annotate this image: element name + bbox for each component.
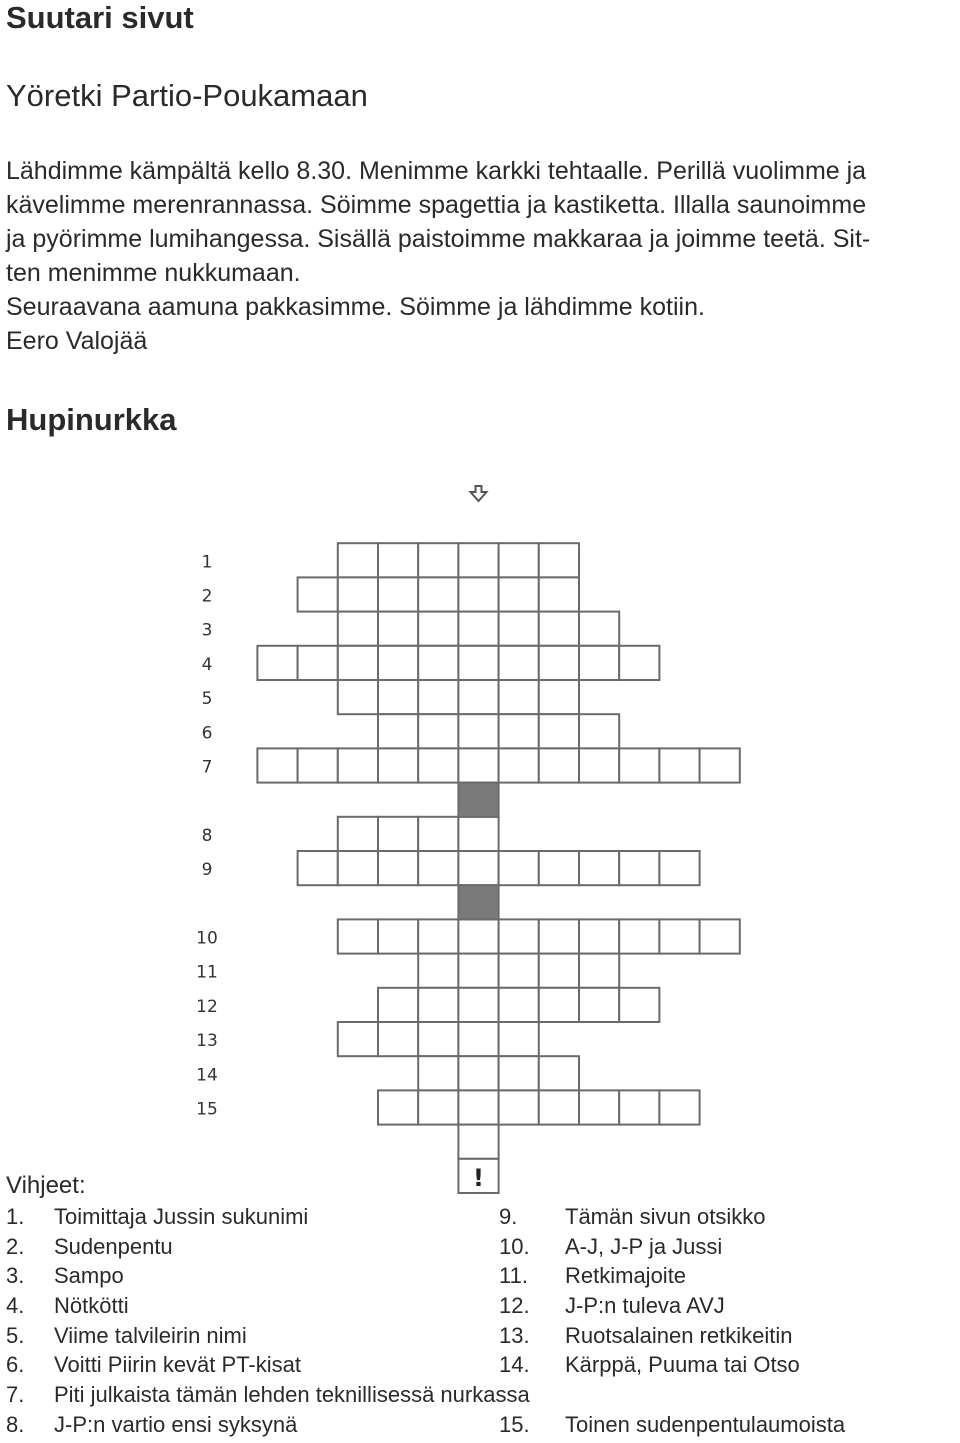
crossword-cell: [458, 1056, 498, 1090]
crossword-cell: [458, 1022, 498, 1056]
clue-number: 6.: [6, 1352, 25, 1377]
clue-text: Toimittaja Jussin sukunimi: [54, 1204, 309, 1229]
crossword-cell: [499, 851, 539, 885]
crossword-cell: [659, 919, 699, 953]
crossword-row-number: 13: [196, 1031, 218, 1052]
clue-number: 7.: [6, 1382, 25, 1407]
crossword-cell: [418, 919, 458, 953]
crossword-cell: [458, 748, 498, 782]
crossword-row-number: 6: [201, 723, 213, 744]
crossword-cell: [418, 1090, 458, 1124]
crossword-cell: [539, 1056, 579, 1090]
crossword-cell: [458, 851, 498, 885]
crossword-cell: [499, 646, 539, 680]
crossword-cell: [579, 612, 619, 646]
crossword-row-number: 8: [201, 825, 213, 846]
crossword-cell: [499, 714, 539, 748]
crossword-cell: [579, 919, 619, 953]
crossword-cell: [298, 748, 338, 782]
crossword-row-number: 1: [201, 552, 213, 573]
crossword-row-number: 12: [196, 996, 218, 1017]
crossword-cell: [539, 680, 579, 714]
crossword-cell: [338, 612, 378, 646]
crossword-cell: [619, 646, 659, 680]
clue-text: Voitti Piirin kevät PT-kisat: [54, 1352, 301, 1377]
clue-text: A-J, J-P ja Jussi: [565, 1234, 723, 1259]
clue-number: 13.: [499, 1323, 530, 1348]
crossword-cell: [338, 646, 378, 680]
crossword-row-number: 10: [196, 928, 218, 949]
crossword-cell: [539, 919, 579, 953]
crossword-cell: [659, 1090, 699, 1124]
clue-text: Tämän sivun otsikko: [565, 1204, 766, 1229]
crossword-cell: [378, 714, 418, 748]
crossword-cell: [458, 817, 498, 851]
crossword-cell: [499, 988, 539, 1022]
crossword-cell: [659, 748, 699, 782]
crossword-cell: [378, 817, 418, 851]
crossword-cell: [499, 612, 539, 646]
crossword-cell: [539, 714, 579, 748]
clue-text: Viime talvileirin nimi: [54, 1323, 247, 1348]
crossword-cell: [499, 1022, 539, 1056]
crossword-cell: [418, 748, 458, 782]
article-line: ja pyörimme lumihangessa. Sisällä paistoimme makkaraa ja joimme teetä. Sit-: [6, 225, 871, 253]
crossword-cell: [378, 612, 418, 646]
clue-number: 1.: [6, 1204, 25, 1229]
article-title: Yöretki Partio-Poukamaan: [6, 78, 368, 113]
crossword-cell: [338, 748, 378, 782]
clue-number: 4.: [6, 1293, 25, 1318]
crossword-cell: [579, 714, 619, 748]
page-title: Suutari sivut: [6, 0, 194, 35]
article-line: Seuraavana aamuna pakkasimme. Söimme ja lähdimme kotiin.: [6, 293, 705, 321]
clue-text: Sampo: [54, 1263, 124, 1288]
crossword-cell: [539, 1090, 579, 1124]
crossword-cell: [619, 748, 659, 782]
clues-heading: Vihjeet:: [6, 1172, 86, 1199]
crossword-cell: [539, 577, 579, 611]
crossword-cell: [579, 851, 619, 885]
clue-text: Sudenpentu: [54, 1234, 173, 1259]
clue-number: 8.: [6, 1412, 25, 1437]
crossword-cell: [418, 543, 458, 577]
crossword-cell: [418, 1022, 458, 1056]
clue-number: 10.: [499, 1234, 530, 1259]
article-line: Lähdimme kämpältä kello 8.30. Menimme karkki tehtaalle. Perillä vuolimme ja: [6, 157, 867, 185]
crossword-row-number: 14: [196, 1065, 218, 1086]
crossword-cell: [418, 680, 458, 714]
crossword-cell: [499, 748, 539, 782]
crossword-row-number: 7: [201, 757, 213, 778]
crossword-cell: [458, 988, 498, 1022]
crossword-cell: [338, 577, 378, 611]
crossword-shaded-cell: [458, 783, 498, 817]
crossword-cell: [579, 954, 619, 988]
crossword-cell: [298, 851, 338, 885]
crossword-cell: [458, 1090, 498, 1124]
crossword-cell: [458, 1125, 498, 1159]
crossword-cell: [257, 748, 297, 782]
clue-text: Nötkötti: [54, 1293, 129, 1318]
crossword-cell: [378, 988, 418, 1022]
crossword-cell: [338, 680, 378, 714]
clue-text: Piti julkaista tämän lehden teknillisessä nurkassa: [54, 1382, 530, 1407]
crossword-cell: [257, 646, 297, 680]
crossword-cell: [539, 954, 579, 988]
crossword-cell: [338, 851, 378, 885]
crossword-row-number: 2: [201, 586, 213, 607]
crossword-cell: [418, 1056, 458, 1090]
crossword-cell: [418, 954, 458, 988]
crossword-cell: [619, 988, 659, 1022]
crossword-cell: [378, 1022, 418, 1056]
crossword-cell: [659, 851, 699, 885]
crossword-row-number: 4: [201, 654, 213, 675]
clue-text: Toinen sudenpentulaumoista: [565, 1412, 846, 1437]
crossword-mark: !: [473, 1164, 484, 1192]
crossword-cell: [378, 748, 418, 782]
crossword-cell: [499, 680, 539, 714]
crossword-cell: [378, 577, 418, 611]
crossword-cell: [378, 680, 418, 714]
clue-text: Kärppä, Puuma tai Otso: [565, 1352, 800, 1377]
crossword-cell: [499, 543, 539, 577]
section-title: Hupinurkka: [6, 402, 177, 437]
crossword-cell: [458, 680, 498, 714]
crossword-cell: [539, 646, 579, 680]
crossword-cell: [458, 646, 498, 680]
crossword-cell: [378, 543, 418, 577]
crossword-cell: [499, 1056, 539, 1090]
crossword-cell: [298, 577, 338, 611]
article-body: [6, 154, 956, 324]
crossword-cell: [458, 714, 498, 748]
crossword-cell: [619, 1090, 659, 1124]
crossword-cell: [298, 646, 338, 680]
crossword-cell: [539, 988, 579, 1022]
article-line: kävelimme merenrannassa. Söimme spagettia ja kastiketta. Illalla saunoimme: [6, 191, 867, 219]
crossword-row-number: 5: [201, 689, 213, 710]
crossword-cell: [458, 954, 498, 988]
crossword-row-number: 11: [196, 962, 218, 983]
crossword-cell: [338, 817, 378, 851]
crossword-cell: [579, 646, 619, 680]
crossword-cell: [378, 1090, 418, 1124]
clue-number: 9.: [499, 1204, 518, 1229]
crossword-cell: [539, 748, 579, 782]
clue-text: J-P:n vartio ensi syksynä: [54, 1412, 298, 1437]
clue-number: 11.: [499, 1263, 528, 1288]
crossword-cell: [539, 612, 579, 646]
clue-number: 5.: [6, 1323, 25, 1348]
arrow-down-icon: [471, 486, 487, 501]
article-line: ten menimme nukkumaan.: [6, 259, 301, 287]
crossword-cell: [700, 919, 740, 953]
crossword-cell: [418, 646, 458, 680]
clue-number: 14.: [499, 1352, 530, 1377]
crossword-cell: [418, 988, 458, 1022]
clue-number: 12.: [499, 1293, 530, 1318]
crossword-cell: [458, 577, 498, 611]
crossword-cell: [499, 919, 539, 953]
crossword-cell: [539, 543, 579, 577]
crossword-cell: [418, 714, 458, 748]
crossword-cell: [418, 577, 458, 611]
clue-number: 15.: [499, 1412, 530, 1437]
crossword-cell: [499, 954, 539, 988]
crossword-cell: [378, 919, 418, 953]
crossword-cell: [579, 988, 619, 1022]
clue-text: J-P:n tuleva AVJ: [565, 1293, 725, 1318]
crossword-cell: [338, 1022, 378, 1056]
crossword-cell: [378, 646, 418, 680]
crossword-cell: [619, 851, 659, 885]
crossword-row-number: 9: [201, 860, 213, 881]
crossword-cell: [539, 851, 579, 885]
clue-text: Retkimajoite: [565, 1263, 687, 1288]
crossword-cell: [458, 612, 498, 646]
crossword-cell: [579, 1090, 619, 1124]
crossword-cell: [700, 748, 740, 782]
clue-number: 3.: [6, 1263, 25, 1288]
crossword-cell: [418, 817, 458, 851]
crossword-row-number: 15: [196, 1099, 218, 1120]
crossword-cell: [458, 919, 498, 953]
clue-number: 2.: [6, 1234, 25, 1259]
crossword-cell: [619, 919, 659, 953]
crossword-shaded-cell: [458, 885, 498, 919]
clue-text: Ruotsalainen retkikeitin: [565, 1323, 793, 1348]
crossword-row-number: 3: [201, 620, 213, 641]
crossword-cell: [418, 612, 458, 646]
crossword-cell: [458, 543, 498, 577]
crossword-cell: [499, 577, 539, 611]
crossword-cell: [499, 1090, 539, 1124]
crossword-cell: [579, 748, 619, 782]
crossword-cell: [338, 543, 378, 577]
article-author: Eero Valojää: [6, 327, 148, 355]
crossword-cell: [418, 851, 458, 885]
crossword-cell: [378, 851, 418, 885]
crossword-cell: [338, 919, 378, 953]
